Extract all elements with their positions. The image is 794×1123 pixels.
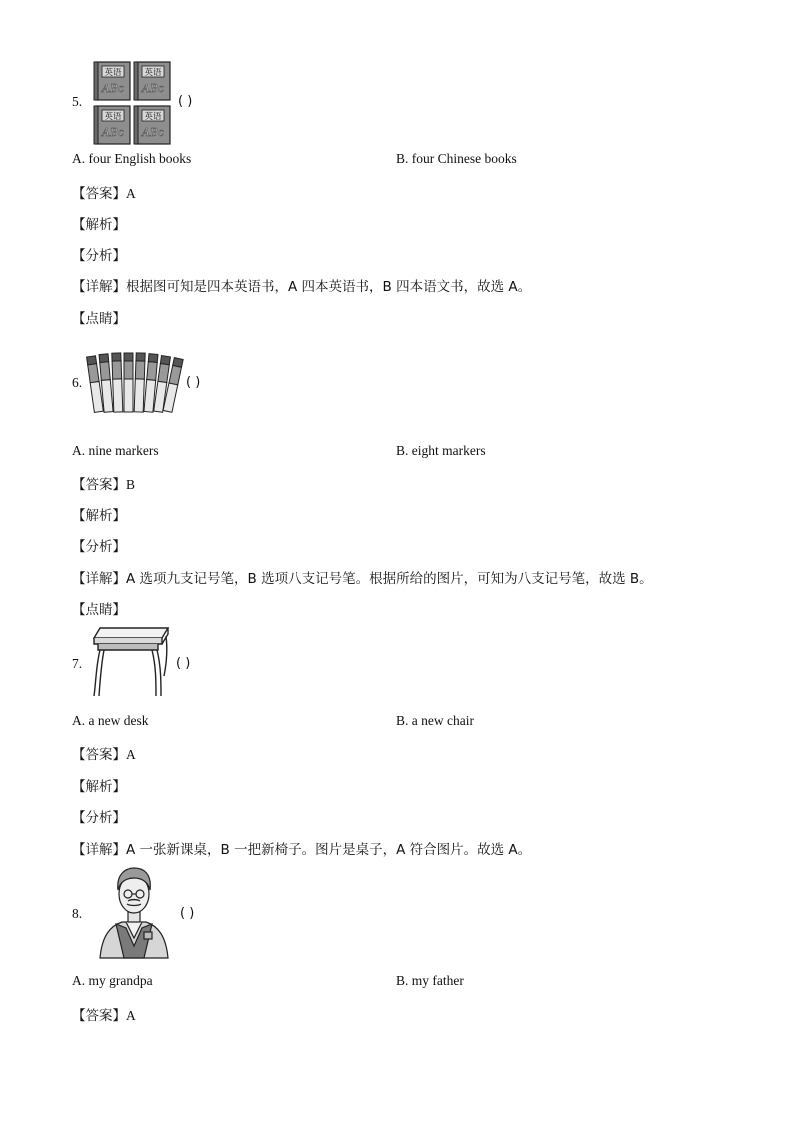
markers-image xyxy=(88,352,184,416)
book xyxy=(134,106,170,144)
answer-label: 【答案】 xyxy=(72,747,126,763)
svg-text:英语: 英语 xyxy=(104,112,122,122)
desk-image xyxy=(90,626,172,700)
marker xyxy=(112,353,123,412)
answer-blank: ( ) xyxy=(178,94,193,109)
book xyxy=(94,62,130,100)
answer-blank: ( ) xyxy=(180,906,195,921)
option-b: B. my father xyxy=(396,973,464,988)
dianjing-label: 【点睛】 xyxy=(72,311,126,327)
grandpa-image xyxy=(98,866,170,958)
fenxi-label: 【分析】 xyxy=(72,810,126,826)
detail-label: 【详解】 xyxy=(72,842,126,858)
option-a: A. a new desk xyxy=(72,713,149,728)
detail-text: A 一张新课桌，B 一把新椅子。图片是桌子，A 符合图片。故选 A。 xyxy=(126,842,532,858)
answer-value: A xyxy=(126,186,136,201)
detail-label: 【详解】 xyxy=(72,571,126,587)
analysis-label: 【解析】 xyxy=(72,508,126,524)
question-number: 7. xyxy=(72,656,83,671)
marker xyxy=(134,353,145,412)
answer-value: A xyxy=(126,1008,136,1023)
question-number: 5. xyxy=(72,94,83,109)
option-a: A. four English books xyxy=(72,151,192,166)
answer-label: 【答案】 xyxy=(72,477,126,493)
question-number: 8. xyxy=(72,906,83,921)
analysis-label: 【解析】 xyxy=(72,217,126,233)
detail-label: 【详解】 xyxy=(72,279,126,295)
dianjing-label: 【点睛】 xyxy=(72,602,126,618)
answer-value: B xyxy=(126,477,136,492)
fenxi-label: 【分析】 xyxy=(72,248,126,264)
svg-text:英语: 英语 xyxy=(144,68,162,78)
answer-blank: ( ) xyxy=(186,375,201,390)
analysis-label: 【解析】 xyxy=(72,779,126,795)
svg-text:ABc: ABc xyxy=(141,126,165,139)
english-books-image xyxy=(92,60,174,146)
svg-text:ABc: ABc xyxy=(101,82,125,95)
svg-text:英语: 英语 xyxy=(104,68,122,78)
svg-text:ABc: ABc xyxy=(141,82,165,95)
option-a: A. my grandpa xyxy=(72,973,153,988)
answer-value: A xyxy=(126,747,136,762)
marker xyxy=(124,353,133,412)
svg-text:英语: 英语 xyxy=(144,112,162,122)
option-b: B. four Chinese books xyxy=(396,151,517,166)
answer-label: 【答案】 xyxy=(72,186,126,202)
option-b: B. eight markers xyxy=(396,443,486,458)
svg-text:ABc: ABc xyxy=(101,126,125,139)
question-number: 6. xyxy=(72,375,83,390)
detail-text: 根据图可知是四本英语书，A 四本英语书，B 四本语文书，故选 A。 xyxy=(126,279,532,295)
option-a: A. nine markers xyxy=(72,443,159,458)
book xyxy=(94,106,130,144)
detail-text: A 选项九支记号笔，B 选项八支记号笔。根据所给的图片，可知为八支记号笔，故选 B。 xyxy=(126,571,653,587)
fenxi-label: 【分析】 xyxy=(72,539,126,555)
answer-blank: ( ) xyxy=(176,656,191,671)
option-b: B. a new chair xyxy=(396,713,474,728)
book xyxy=(134,62,170,100)
answer-label: 【答案】 xyxy=(72,1008,126,1024)
